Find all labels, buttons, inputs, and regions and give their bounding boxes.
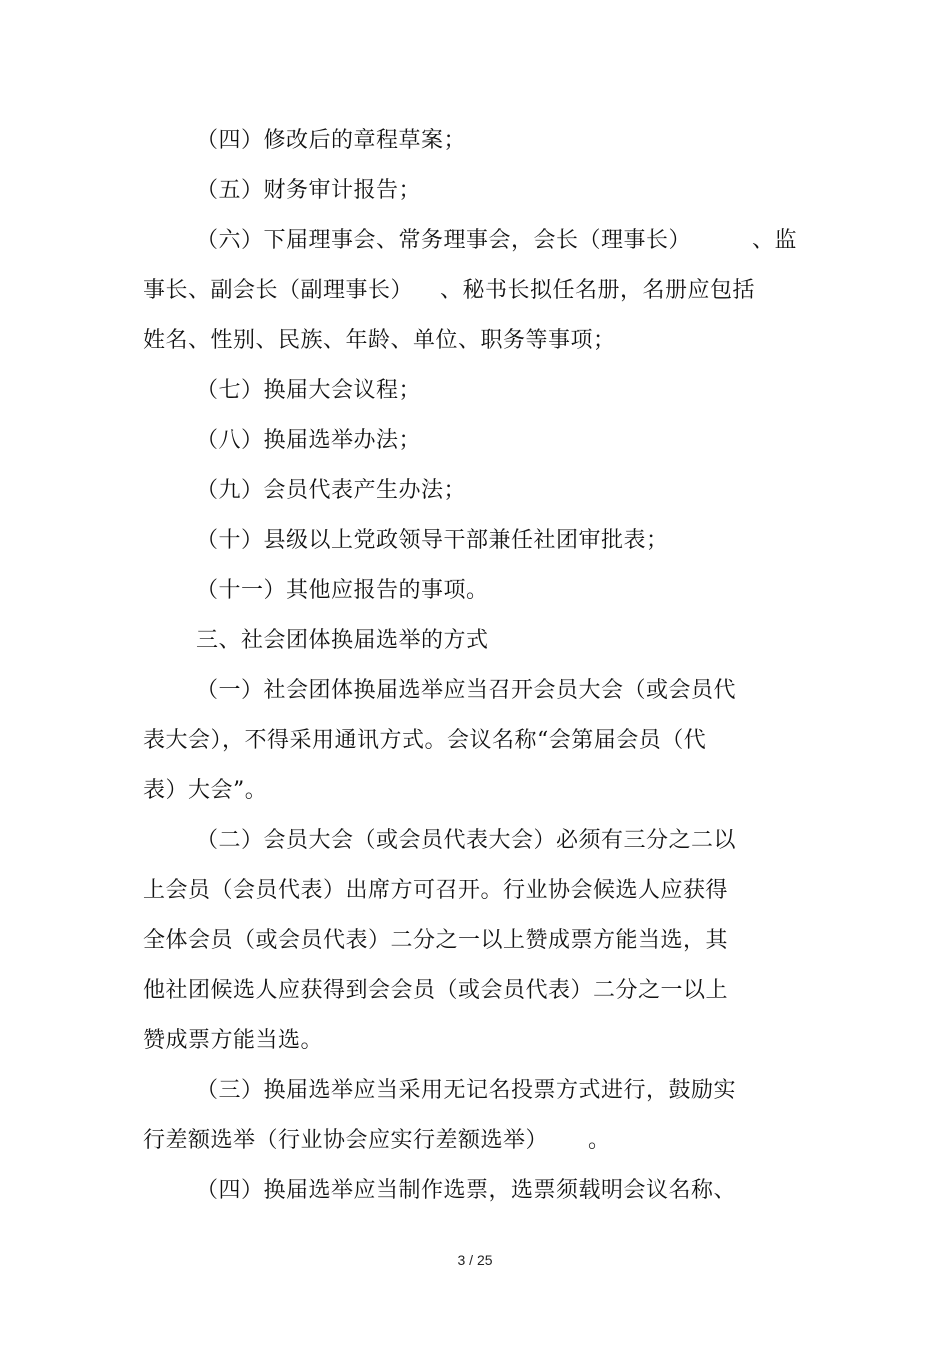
text-line: （五）财务审计报告； bbox=[196, 178, 422, 203]
text-line: （二）会员大会（或会员代表大会）必须有三分之二以 bbox=[196, 828, 737, 853]
text-line: （一）社会团体换届选举应当召开会员大会（或会员代 bbox=[196, 678, 737, 703]
text-line: 表大会），不得采用通讯方式。会议名称“会第届会员（代 bbox=[143, 728, 707, 753]
text-line: （六）下届理事会、常务理事会，会长（理事长） bbox=[196, 228, 692, 253]
text-line: 他社团候选人应获得到会会员（或会员代表）二分之一以上 bbox=[143, 978, 729, 1003]
text-line: 、监 bbox=[752, 228, 798, 253]
text-line: 表）大会”。 bbox=[143, 778, 268, 803]
text-line: 、秘书长拟任名册，名册应包括 bbox=[440, 278, 756, 303]
text-line: 。 bbox=[588, 1128, 611, 1153]
text-line: （七）换届大会议程； bbox=[196, 378, 422, 403]
text-line: 全体会员（或会员代表）二分之一以上赞成票方能当选，其 bbox=[143, 928, 729, 953]
text-line: （四）换届选举应当制作选票，选票须载明会议名称、 bbox=[196, 1178, 737, 1203]
text-line: （八）换届选举办法； bbox=[196, 428, 422, 453]
text-line: （十一）其他应报告的事项。 bbox=[196, 578, 489, 603]
text-line: （三）换届选举应当采用无记名投票方式进行，鼓励实 bbox=[196, 1078, 737, 1103]
text-line: （十）县级以上党政领导干部兼任社团审批表； bbox=[196, 528, 669, 553]
text-line: 事长、副会长（副理事长） bbox=[143, 278, 414, 303]
text-line: 姓名、性别、民族、年龄、单位、职务等事项； bbox=[143, 328, 616, 353]
text-line: 上会员（会员代表）出席方可召开。行业协会候选人应获得 bbox=[143, 878, 729, 903]
text-line: 行差额选举（行业协会应实行差额选举） bbox=[143, 1128, 549, 1153]
section-heading: 三、社会团体换届选举的方式 bbox=[196, 628, 489, 653]
page-number: 3 / 25 bbox=[457, 1252, 493, 1268]
text-line: 赞成票方能当选。 bbox=[143, 1028, 324, 1053]
text-line: （四）修改后的章程草案； bbox=[196, 128, 467, 153]
text-line: （九）会员代表产生办法； bbox=[196, 478, 467, 503]
